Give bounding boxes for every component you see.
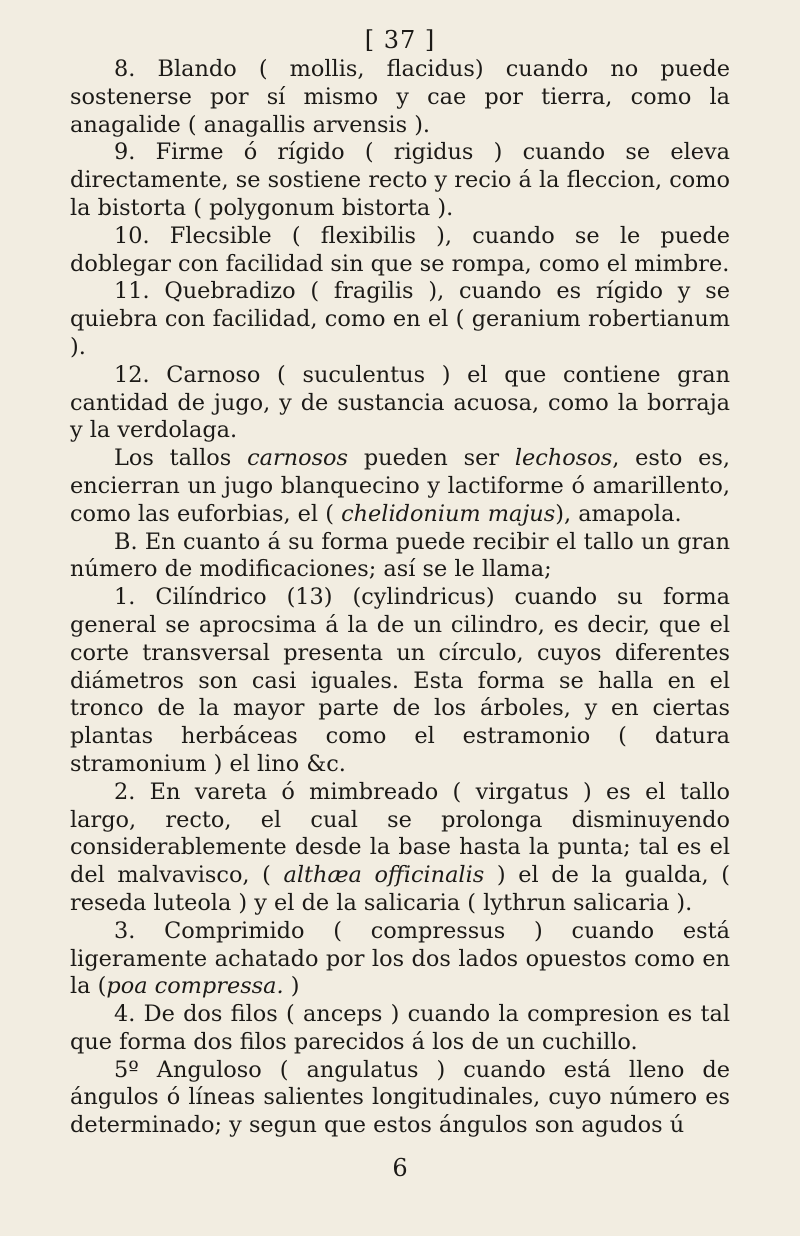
paragraph-firme: 9. Firme ó rígido ( rigidus ) cuando se eleva directamente, se sostiene recto y recio á la fleccion, como la bistorta ( polygonum bistorta ). — [70, 139, 730, 221]
paragraph-forma: B. En cuanto á su forma puede recibir el tallo un gran número de modificaciones; así se le llama; — [70, 528, 730, 583]
paragraph-flecsible: 10. Flecsible ( flexibilis ), cuando se le puede doblegar con facilidad sin que se rompa, como el mimbre. — [70, 222, 730, 277]
text-span: Los tallos — [114, 445, 232, 472]
italic-term: lechosos — [514, 445, 613, 472]
paragraph-tallos-carnosos — [70, 445, 730, 528]
text-span: ), amapola. — [555, 500, 682, 527]
paragraph-dos-filos: 4. De dos filos ( anceps ) cuando la compresion es tal que forma dos filos parecidos á los de un cuchillo. — [70, 1001, 730, 1055]
paragraph-quebradizo: 11. Quebradizo ( fragilis ), cuando es rígido y se quiebra con facilidad, como en el ( geranium robertianum ). — [70, 278, 730, 360]
signature-mark: 6 — [392, 1154, 408, 1182]
body-text — [70, 56, 730, 1140]
paragraph-vareta — [70, 779, 730, 918]
paragraph-cilindrico: 1. Cilíndrico (13) (cylindricus) cuando su forma general se aprocsima á la de un cilindro, es decir, que el corte transversal presenta un círculo, cuyos diferentes diámetros son casi iguales. Esta forma se halla en el tronco de la mayor parte de los árboles, y en ciertas plantas herbáceas como el estramonio ( datura stramonium ) el lino &c. — [70, 584, 730, 777]
text-span: ) — [290, 973, 300, 1000]
text-span: 2. En vareta ó mimbreado ( virgatus ) es el tallo largo, recto, el cual se prolonga disminuyendo considerablemente desde la base hasta la punta; tal es el del malvavisco, ( — [70, 778, 730, 889]
italic-term: carnosos — [247, 445, 349, 472]
text-span: ) el de la gualda, ( reseda luteola ) y el de la salicaria ( lythrun salicaria ). — [70, 862, 730, 916]
text-span: 3. Comprimido ( compressus ) cuando está ligeramente achatado por los dos lados opuestos como en la ( — [70, 917, 730, 1000]
paragraph-carnoso: 12. Carnoso ( suculentus ) el que contiene gran cantidad de jugo, y de sustancia acuosa, como la borraja y la verdolaga. — [70, 361, 730, 444]
paragraph-anguloso: 5º Anguloso ( angulatus ) cuando está lleno de ángulos ó líneas salientes longitudinales, cuyo número es determinado; y segun que estos ángulos son agudos ú — [70, 1056, 730, 1139]
italic-term: poa compressa. — [106, 973, 284, 1000]
page-number: [ 37 ] — [364, 26, 436, 54]
italic-term: althæa officinalis — [283, 862, 485, 889]
paragraph-comprimido — [70, 918, 730, 1001]
text-span: pueden ser — [363, 445, 500, 472]
paragraph-blando: 8. Blando ( mollis, flacidus) cuando no puede sostenerse por sí mismo y cae por tierra, como la anagalide ( anagallis arvensis ). — [70, 56, 730, 138]
text-span: , esto es, encierran un jugo blanquecino y lactiforme ó amarillento, como las euforbias, el ( — [70, 445, 730, 527]
italic-term: chelidonium majus — [341, 500, 556, 527]
